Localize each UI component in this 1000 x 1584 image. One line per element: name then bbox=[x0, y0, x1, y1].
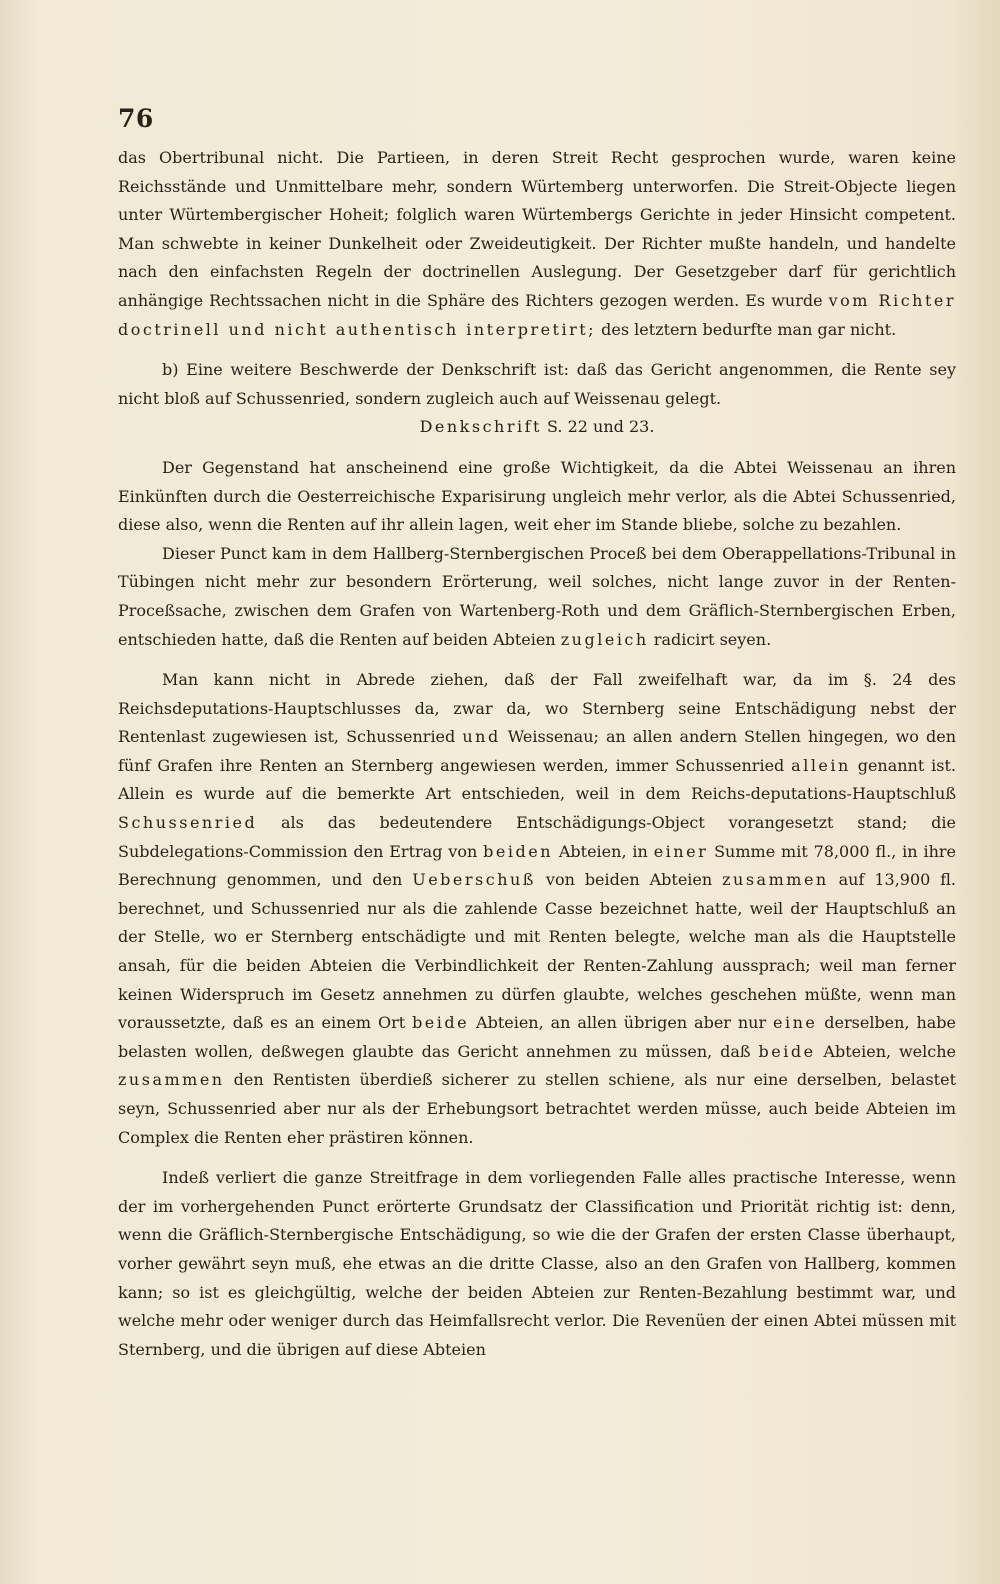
text-run: auf 13,900 fl. berechnet, und Schussenried nur als die zahlende Casse bezeichnet hatte, weil der Hauptschluß an der Stelle, wo er Sternberg entschädigte und mit Renten belegte, welche man als die Hauptstelle ansah, für die beiden Abteien die Verbindlichkeit der Renten-Zahlung aussprach; weil man ferner keinen Widerspruch im Gesetz annehmen zu dürfen glaubte, welches geschehen müßte, wenn man voraussetzte, daß es an einem Ort bbox=[118, 870, 957, 1033]
text-run: von beiden Abteien bbox=[535, 870, 723, 890]
spaced-text: beide bbox=[412, 1013, 470, 1033]
spaced-text: vom Richter doctrinell und nicht authentisch interpretirt; bbox=[118, 290, 957, 339]
spaced-text: zusammen bbox=[118, 1070, 225, 1090]
spaced-text: zusammen bbox=[722, 870, 829, 890]
text-run: als das bedeutendere Entschädigungs-Object vorangesetzt stand; die Subdelegations-Commission den Ertrag von bbox=[118, 813, 956, 861]
spaced-text: beiden bbox=[483, 841, 553, 861]
paragraph-streitfrage bbox=[118, 1164, 956, 1364]
reference-denkschrift bbox=[118, 413, 956, 442]
text-run: Abteien, an allen übrigen aber nur bbox=[469, 1013, 774, 1033]
text-run: Der Gegenstand hat anscheinend eine große Wichtigkeit, da die Abtei Weissenau an ihren Einkünften durch die Oesterreichische Exparisirung ungleich mehr verlor, als die Abtei Schussenried, diese also, wenn die Renten auf ihr allein lagen, weit eher im Stande bliebe, solche zu bezahlen. bbox=[118, 457, 956, 535]
text-run: radicirt seyen. bbox=[648, 629, 772, 649]
text-run: Abteien, welche bbox=[815, 1041, 957, 1061]
spaced-text: Ueberschuß bbox=[412, 870, 536, 890]
paragraph-obertribunal bbox=[118, 144, 956, 344]
spaced-text: zugleich bbox=[560, 629, 649, 649]
paragraph-beschwerde bbox=[118, 356, 956, 413]
spaced-text: Schussenried bbox=[118, 813, 258, 833]
body-text bbox=[118, 144, 956, 1364]
text-run: derselben, habe belasten wollen, deßwegen glaubte das Gericht annehmen zu müssen, daß bbox=[118, 1013, 957, 1061]
text-run: Indeß verliert die ganze Streitfrage in dem vorliegenden Falle alles practische Interesse, wenn der im vorhergehenden Punct erörterte Grundsatz der Classification und Priorität richtig ist: denn, wenn die Gräflich-Sternbergische Entschädigung, so wie die der Grafen der ersten Classe überhaupt, vorher gewährt seyn muß, ehe etwas an die dritte Classe, also an den Grafen von Hallberg, kommen kann; so ist es gleichgültig, welche der beiden Abteien zur Renten-Bezahlung bestimmt war, und welche mehr oder weniger durch das Heimfallsrecht verlor. Die Revenüen der einen Abtei müssen mit Sternberg, und die übrigen auf diese Abteien bbox=[118, 1168, 956, 1359]
text-run: Dieser Punct kam in dem Hallberg-Sternbergischen Proceß bei dem Oberappellations-Tribunal in Tübingen nicht mehr zur besondern Erörterung, weil solches, nicht lange zuvor in der Renten-Proceßsache, zwischen dem Grafen von Wartenberg-Roth und dem Gräflich-Sternbergischen Erben, entschieden hatte, daß die Renten auf beiden Abteien bbox=[118, 543, 956, 649]
page-number: 76 bbox=[118, 104, 154, 133]
spaced-text: und bbox=[462, 727, 501, 747]
spaced-text: beide bbox=[758, 1041, 816, 1061]
paragraph-punct bbox=[118, 540, 956, 654]
spaced-text: allein bbox=[791, 755, 851, 775]
text-run: S. 22 und 23. bbox=[541, 417, 655, 437]
text-run: Weissenau; an allen andern Stellen hingegen, wo den fünf Grafen ihre Renten an Sternberg angewiesen werden, immer Schussenried bbox=[118, 727, 956, 775]
text-run: des letztern bedurfte man gar nicht. bbox=[596, 319, 897, 339]
text-run: das Obertribunal nicht. Die Partieen, in deren Streit Recht gesprochen wurde, waren keine Reichsstände und Unmittelbare mehr, sondern Würtemberg unterworfen. Die Streit-Objecte liegen unter Würtembergischer Hoheit; folglich waren Würtembergs Gerichte in jeder Hinsicht competent. Man schwebte in keiner Dunkelheit oder Zweideutigkeit. Der Richter mußte handeln, und handelte nach den einfachsten Regeln der doctrinellen Auslegung. Der Gesetzgeber darf für gerichtlich anhängige Rechtssachen nicht in die Sphäre des Richters gezogen werden. Es wurde bbox=[118, 148, 956, 310]
text-run: den Rentisten überdieß sicherer zu stellen schiene, als nur eine derselben, belastet seyn, Schussenried aber nur als der Erhebungsort betrachtet werden müsse, auch beide Abteien im Complex die Renten eher prästiren können. bbox=[118, 1070, 956, 1147]
spaced-text: eine bbox=[773, 1013, 818, 1033]
text-run: Abteien, in bbox=[553, 841, 654, 861]
text-run: Summe mit 78,000 fl., in ihre Berechnung genommen, und den bbox=[118, 841, 957, 890]
paragraph-abrede bbox=[118, 666, 956, 1152]
text-run: b) Eine weitere Beschwerde der Denkschrift ist: daß das Gericht angenommen, die Rente sey nicht bloß auf Schussenried, sondern zugleich auch auf Weissenau gelegt. bbox=[118, 360, 956, 408]
text-run: genannt ist. Allein es wurde auf die bemerkte Art entschieden, weil in dem Reichs-deputations-Hauptschluß bbox=[118, 755, 957, 804]
text-run: Man kann nicht in Abrede ziehen, daß der Fall zweifelhaft war, da im §. 24 des Reichsdeputations-Hauptschlusses da, zwar da, wo Sternberg seine Entschädigung nebst der Rentenlast zugewiesen ist, Schussenried bbox=[118, 670, 956, 747]
paragraph-gegenstand bbox=[118, 454, 956, 540]
spaced-text: Denkschrift bbox=[419, 417, 542, 437]
spaced-text: einer bbox=[653, 841, 709, 861]
